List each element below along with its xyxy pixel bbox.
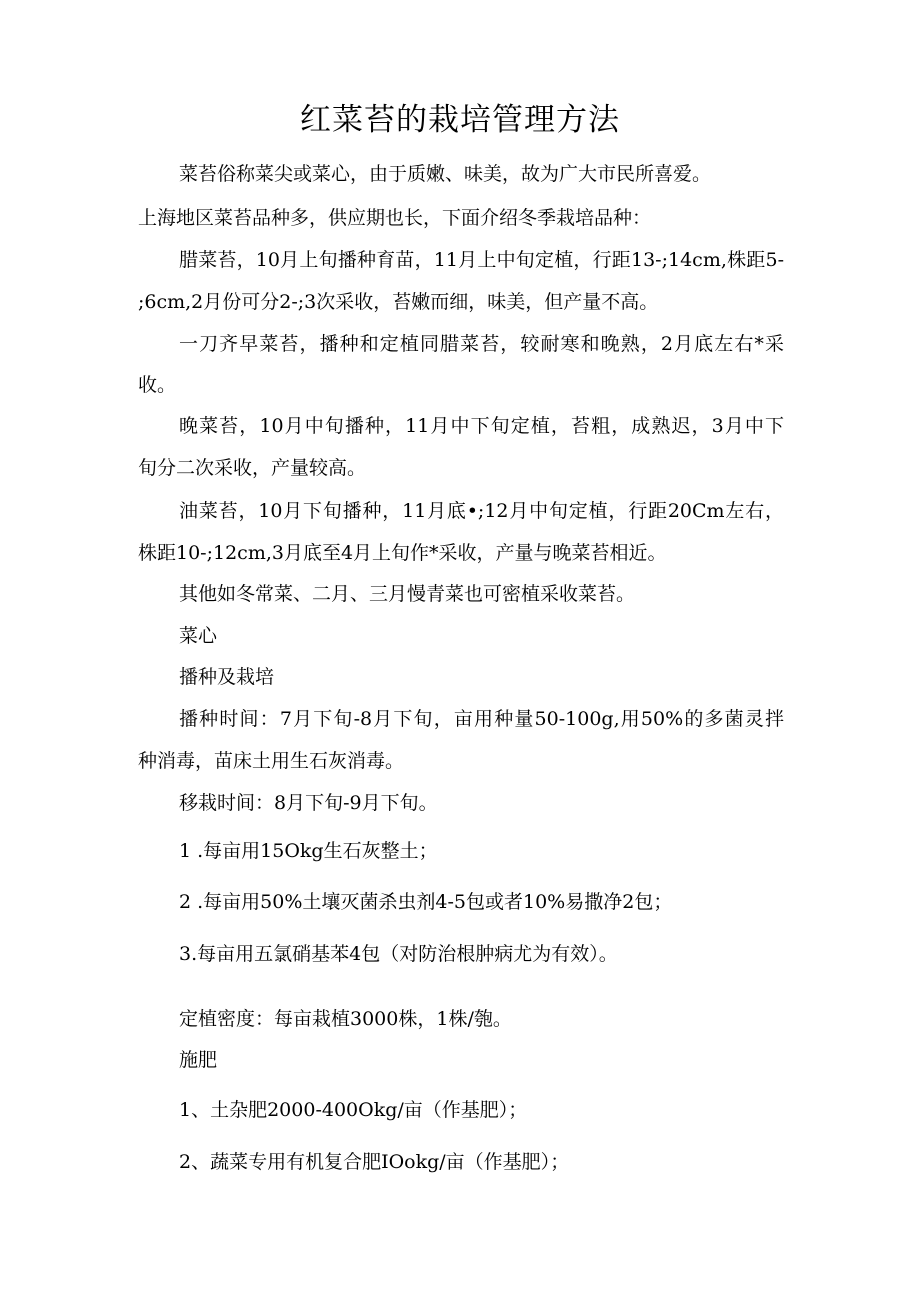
document-title: 红菜苔的栽培管理方法: [300, 102, 620, 138]
paragraph-line: 收。: [138, 374, 177, 396]
paragraph-line: ;6cm,2月份可分2-;3次采收，苔嫩而细，味美，但产量不高。: [138, 291, 659, 313]
paragraph-line: 晚菜苔，10月中旬播种，11月中下旬定植，苔粗，成熟迟，3月中下: [179, 415, 784, 437]
paragraph-line: 菜苔俗称菜尖或菜心，由于质嫩、味美，故为广大市民所喜爱。: [179, 163, 712, 185]
section-heading: 施肥: [179, 1049, 218, 1071]
paragraph-line: 其他如冬常菜、二月、三月慢青菜也可密植采收菜苔。: [179, 583, 636, 605]
paragraph-line: 种消毒，苗床土用生石灰消毒。: [138, 750, 405, 772]
paragraph-line: 旬分二次采收，产量较高。: [138, 457, 367, 479]
paragraph-line: 移栽时间：8月下旬-9月下旬。: [179, 792, 438, 814]
section-heading: 播种及栽培: [179, 666, 275, 688]
section-heading: 菜心: [179, 625, 218, 647]
paragraph-line: 腊菜苔，10月上旬播种育苗，11月上中旬定植，行距13-;14cm,株距5-: [179, 249, 784, 271]
paragraph-line: 定植密度：每亩栽植3000株，1株/匏。: [179, 1008, 512, 1030]
list-item: 2、蔬菜专用有机复合肥IOokg/亩（作基肥）；: [179, 1151, 570, 1173]
paragraph-line: 株距10-;12cm,3月底至4月上旬作*采收，产量与晚菜苔相近。: [138, 542, 667, 564]
list-item: 1 .每亩用15Okg生石灰整土；: [179, 840, 438, 862]
list-item: 1、土杂肥2000-400Okg/亩（作基肥）；: [179, 1099, 528, 1121]
paragraph-line: 上海地区菜苔品种多，供应期也长，下面介绍冬季栽培品种：: [138, 207, 652, 229]
list-item: 3.每亩用五氯硝基苯4包（对防治根肿病尤为有效）。: [179, 943, 618, 965]
paragraph-line: 油菜苔，10月下旬播种，11月底•;12月中旬定植，行距20Cm左右，: [179, 500, 784, 522]
paragraph-line: 播种时间：7月下旬-8月下旬，亩用种量50-100g,用50%的多菌灵拌: [179, 708, 784, 730]
paragraph-line: 一刀齐早菜苔，播种和定植同腊菜苔，较耐寒和晚熟，2月底左右*采: [179, 333, 784, 355]
list-item: 2 .每亩用50%土壤灭菌杀虫剂4-5包或者10%易撒净2包；: [179, 891, 673, 913]
